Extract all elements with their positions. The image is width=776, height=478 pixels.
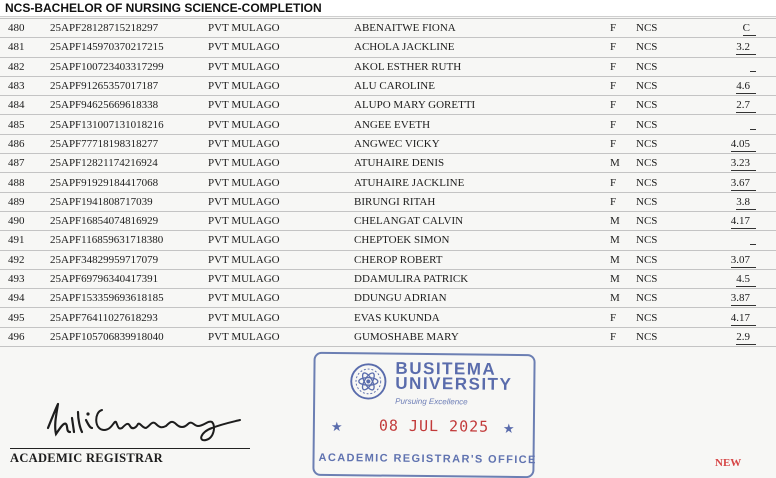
row-number-cell: 493 [0,269,50,288]
row-number-cell: 482 [0,57,50,76]
registration-number-cell: 25APF12821174216924 [50,154,208,173]
registration-number-cell: 25APF28128715218297 [50,19,208,38]
programme-code-cell: NCS [636,38,696,57]
row-number-cell: 481 [0,38,50,57]
institution-cell: PVT MULAGO [208,211,354,230]
student-name-cell: EVAS KUKUNDA [354,308,610,327]
programme-code-cell: NCS [636,57,696,76]
grade-value: 3.87 [730,292,750,305]
grade-value: 4.17 [730,215,750,228]
table-row [0,211,776,230]
table-row [0,76,776,95]
registration-number-cell: 25APF91265357017187 [50,76,208,95]
sex-cell: M [610,231,636,250]
grade-value: 4.6 [736,80,750,93]
grade-value: C [742,22,750,35]
registration-number-cell: 25APF34829959717079 [50,250,208,269]
table-row [0,134,776,153]
programme-code-cell: NCS [636,115,696,134]
registration-number-cell: 25APF16854074816929 [50,211,208,230]
sex-cell: M [610,211,636,230]
grade-value-cell [696,192,776,211]
grade-value-cell [696,154,776,173]
institution-cell: PVT MULAGO [208,38,354,57]
grade-value-cell [696,308,776,327]
programme-code-cell: NCS [636,211,696,230]
institution-cell: PVT MULAGO [208,308,354,327]
grade-value-cell [696,76,776,95]
stamp-university-name [395,358,513,394]
registrar-label: ACADEMIC REGISTRAR [10,448,250,466]
student-name-cell: ANGWEC VICKY [354,134,610,153]
grade-value-cell [696,173,776,192]
student-name-cell: GUMOSHABE MARY [354,327,610,346]
registration-number-cell: 25APF69796340417391 [50,269,208,288]
registration-number-cell: 25APF153359693618185 [50,289,208,308]
programme-code-cell: NCS [636,134,696,153]
star-icon: ★ [330,420,343,436]
table-row [0,308,776,327]
row-number-cell: 487 [0,154,50,173]
table-row [0,115,776,134]
row-number-cell: 490 [0,211,50,230]
university-logo-icon [349,362,387,400]
student-name-cell: DDUNGU ADRIAN [354,289,610,308]
student-name-cell: CHELANGAT CALVIN [354,211,610,230]
programme-code-cell: NCS [636,231,696,250]
institution-cell: PVT MULAGO [208,57,354,76]
student-name-cell: ALUPO MARY GORETTI [354,96,610,115]
grade-value-cell [696,96,776,115]
student-name-cell: BIRUNGI RITAH [354,192,610,211]
table-row [0,192,776,211]
stamp-tagline: Pursuing Excellence [395,396,468,407]
institution-cell: PVT MULAGO [208,19,354,38]
row-number-cell: 491 [0,231,50,250]
programme-code-cell: NCS [636,327,696,346]
institution-cell: PVT MULAGO [208,250,354,269]
programme-code-cell: NCS [636,96,696,115]
student-name-cell: ANGEE EVETH [354,115,610,134]
programme-code-cell: NCS [636,269,696,288]
sex-cell: F [610,19,636,38]
sex-cell: F [610,308,636,327]
grade-value-cell [696,231,776,250]
programme-code-cell: NCS [636,76,696,95]
grade-value-cell [696,289,776,308]
grade-value: 3.2 [736,41,750,54]
table-row [0,57,776,76]
registration-number-cell: 25APF77718198318277 [50,134,208,153]
registration-number-cell: 25APF1941808717039 [50,192,208,211]
programme-code-cell: NCS [636,250,696,269]
row-number-cell: 483 [0,76,50,95]
registration-number-cell: 25APF131007131018216 [50,115,208,134]
sex-cell: F [610,134,636,153]
institution-cell: PVT MULAGO [208,289,354,308]
stamp-name-line2: UNIVERSITY [395,373,513,394]
programme-code-cell: NCS [636,308,696,327]
institution-cell: PVT MULAGO [208,76,354,95]
table-row [0,19,776,38]
row-number-cell: 494 [0,289,50,308]
row-number-cell: 492 [0,250,50,269]
row-number-cell: 489 [0,192,50,211]
sex-cell: F [610,57,636,76]
programme-code-cell: NCS [636,19,696,38]
programme-code-cell: NCS [636,192,696,211]
institution-cell: PVT MULAGO [208,115,354,134]
stamp-date: 08 JUL 2025 [378,416,490,436]
registration-number-cell: 25APF145970370217215 [50,38,208,57]
grade-value: 2.7 [736,99,750,112]
student-name-cell: AKOL ESTHER RUTH [354,57,610,76]
grade-value: 4.05 [730,137,750,150]
sex-cell: F [610,115,636,134]
row-number-cell: 485 [0,115,50,134]
sex-cell: F [610,38,636,57]
grade-value: 3.07 [730,253,750,266]
grade-value: 4.17 [730,311,750,324]
grade-value-cell [696,57,776,76]
grade-value-cell [696,269,776,288]
row-number-cell: 486 [0,134,50,153]
row-number-cell: 488 [0,173,50,192]
stamp-name-line1: BUSITEMA [395,358,497,379]
sex-cell: M [610,250,636,269]
grade-value: 2.9 [736,330,750,343]
grade-value-cell [696,19,776,38]
grade-value: 3.8 [736,195,750,208]
programme-code-cell: NCS [636,173,696,192]
institution-cell: PVT MULAGO [208,173,354,192]
grade-value-cell [696,38,776,57]
star-icon: ★ [502,421,515,437]
grade-value-cell [696,250,776,269]
student-name-cell: ABENAITWE FIONA [354,19,610,38]
sex-cell: M [610,269,636,288]
student-table-body [0,19,776,347]
grade-value: 3.67 [730,176,750,189]
row-number-cell: 495 [0,308,50,327]
institution-cell: PVT MULAGO [208,231,354,250]
grade-value: 4.5 [736,273,750,285]
list-title: NCS-BACHELOR OF NURSING SCIENCE-COMPLETION [0,0,776,17]
institution-cell: PVT MULAGO [208,134,354,153]
sex-cell: F [610,76,636,95]
university-stamp [312,352,535,478]
student-name-cell: ACHOLA JACKLINE [354,38,610,57]
programme-code-cell: NCS [636,154,696,173]
sex-cell: F [610,192,636,211]
registration-number-cell: 25APF91929184417068 [50,173,208,192]
student-name-cell: DDAMULIRA PATRICK [354,269,610,288]
registration-number-cell: 25APF76411027618293 [50,308,208,327]
row-number-cell: 484 [0,96,50,115]
table-row [0,289,776,308]
table-row [0,173,776,192]
registration-number-cell: 25APF105706839918040 [50,327,208,346]
stamp-office-label: ACADEMIC REGISTRAR'S OFFICE [318,451,537,467]
grade-value-cell [696,327,776,346]
registration-number-cell: 25APF100723403317299 [50,57,208,76]
institution-cell: PVT MULAGO [208,192,354,211]
institution-cell: PVT MULAGO [208,96,354,115]
student-name-cell: CHEROP ROBERT [354,250,610,269]
student-name-cell: CHEPTOEK SIMON [354,231,610,250]
grade-value: 3.23 [730,157,750,170]
registration-number-cell: 25APF116859631718380 [50,231,208,250]
registrar-signature [42,398,252,444]
sex-cell: F [610,96,636,115]
table-row [0,96,776,115]
table-row [0,38,776,57]
sex-cell: M [610,289,636,308]
table-row [0,269,776,288]
registration-number-cell: 25APF94625669618338 [50,96,208,115]
institution-cell: PVT MULAGO [208,154,354,173]
table-row [0,231,776,250]
institution-cell: PVT MULAGO [208,269,354,288]
student-name-cell: ATUHAIRE JACKLINE [354,173,610,192]
programme-code-cell: NCS [636,289,696,308]
grade-value-cell [696,134,776,153]
grade-value-cell [696,115,776,134]
row-number-cell: 496 [0,327,50,346]
institution-cell: PVT MULAGO [208,327,354,346]
new-mark: NEW [715,457,742,469]
sex-cell: F [610,327,636,346]
table-row [0,250,776,269]
student-name-cell: ALU CAROLINE [354,76,610,95]
grade-value-cell [696,211,776,230]
table-row [0,154,776,173]
row-number-cell: 480 [0,19,50,38]
student-name-cell: ATUHAIRE DENIS [354,154,610,173]
student-table [0,18,776,347]
sex-cell: F [610,173,636,192]
table-row [0,327,776,346]
sex-cell: M [610,154,636,173]
